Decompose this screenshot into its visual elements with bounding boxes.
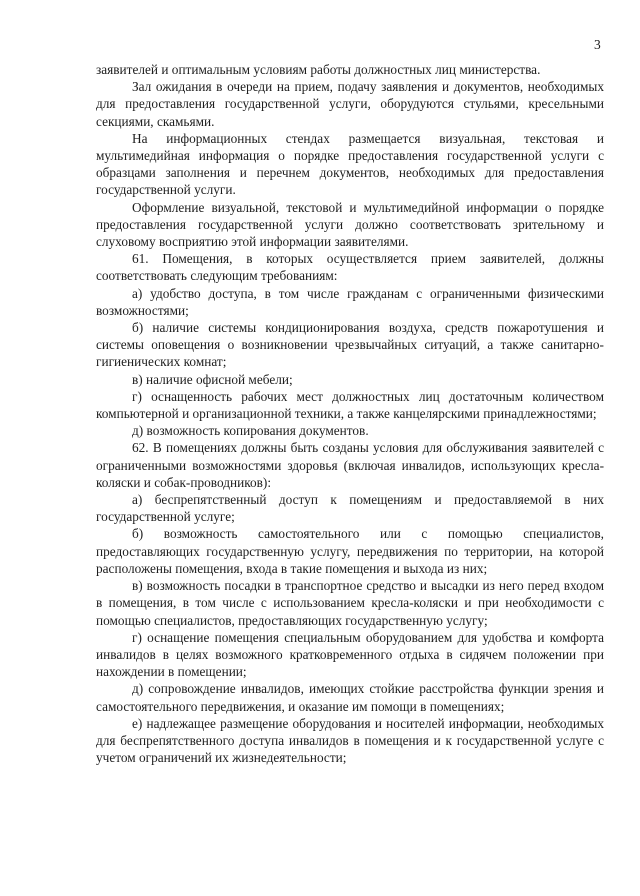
page-number: 3 <box>594 37 601 52</box>
paragraph-item-62: 62. В помещениях должны быть созданы условия для обслуживания заявителей с ограниченными возможностями здоровья (включая инвалидов, использующих кресла-коляски и собак-проводников): <box>96 440 604 490</box>
list-item-61-d: д) возможность копирования документов. <box>132 423 369 439</box>
list-item-61-v: в) наличие офисной мебели; <box>132 371 293 387</box>
list-item-62-e: е) надлежащее размещение оборудования и носителей информации, необходимых для беспрепятственного доступа инвалидов в помещения и к государственной услуге с учетом ограничений их жизнедеятельности; <box>96 715 604 766</box>
list-item-61-a: а) удобство доступа, в том числе гражданам с ограниченными физическими возможностями; <box>96 285 604 318</box>
list-item-61-g: г) оснащенность рабочих мест должностных лиц достаточным количеством компьютерной и организационной техники, а также канцелярскими принадлежностями; <box>96 388 604 422</box>
list-item-62-a: а) беспрепятственный доступ к помещениям и предоставляемой в них государственной услуге; <box>96 492 604 525</box>
paragraph-continuation: заявителей и оптимальным условиям работы должностных лиц министерства. <box>96 62 541 77</box>
list-item-62-v: в) возможность посадки в транспортное средство и высадки из него перед входом в помещения, в том числе с использованием кресла-коляски и при необходимости с помощью специалистов, предоставляющих государственную услугу; <box>96 578 604 628</box>
paragraph-info-design: Оформление визуальной, текстовой и мультимедийной информации о порядке предоставления государственной услуги должно соответствовать зрительному и слуховому восприятию этой информации заявителями. <box>96 199 604 250</box>
document-body <box>96 61 604 766</box>
list-item-62-b: б) возможность самостоятельного или с помощью специалистов, предоставляющих государственную услугу, передвижения по территории, на которой расположены помещения, входа в такие помещения и выхода из них; <box>96 526 604 576</box>
paragraph-item-61: 61. Помещения, в которых осуществляется прием заявителей, должны соответствовать следующим требованиям: <box>96 251 604 284</box>
list-item-62-d: д) сопровождение инвалидов, имеющих стойкие расстройства функции зрения и самостоятельного передвижения, и оказание им помощи в помещениях; <box>96 681 604 714</box>
list-item-61-b: б) наличие системы кондиционирования воздуха, средств пожаротушения и системы оповещения о возникновении чрезвычайных ситуаций, а также санитарно-гигиенических комнат; <box>96 320 604 370</box>
paragraph-waiting-hall: Зал ожидания в очереди на прием, подачу заявления и документов, необходимых для предоставления государственной услуги, оборудуются стульями, кресельными секциями, скамьями. <box>96 79 604 129</box>
paragraph-info-stands: На информационных стендах размещается визуальная, текстовая и мультимедийная информация о порядке предоставления государственной услуги с образцами заполнения и перечнем документов, необходимых для предоставления государственной услуги. <box>96 130 604 198</box>
list-item-62-g: г) оснащение помещения специальным оборудованием для удобства и комфорта инвалидов в целях возможного кратковременного отдыха в сидячем положении при нахождении в помещении; <box>96 629 604 680</box>
